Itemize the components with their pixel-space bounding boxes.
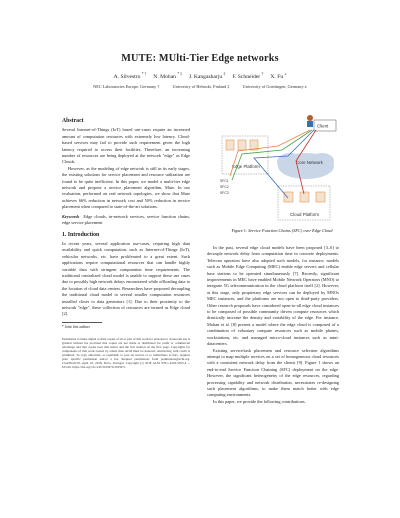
sfc-label-1: SFC1 xyxy=(220,179,229,183)
keywords-label: Keywords xyxy=(62,213,80,219)
left-column xyxy=(62,118,190,369)
right-column xyxy=(207,245,339,405)
caption-text: Service Function Chains (SFC) over Edge Cloud xyxy=(248,228,333,233)
paper-title: MUTE: MUlti-Tier Edge networks xyxy=(121,53,279,64)
affiliation-2: University of Helsinki, Finland ‡ xyxy=(172,84,230,89)
affiliations xyxy=(0,84,400,90)
author-1: A. Silvestro * † xyxy=(113,72,147,80)
right-paragraph-3: In this paper, we provide the following contributions. xyxy=(213,398,306,404)
client-label: Client xyxy=(317,123,329,129)
edge-platform-label: Edge Platform xyxy=(232,164,260,169)
cloud-platform-label: Cloud Platform xyxy=(290,212,320,217)
server-icon xyxy=(300,192,309,202)
affiliation-3: University of Goettingen, Germany ⁎ xyxy=(242,84,307,89)
server-icon xyxy=(284,192,293,202)
author-2: N. Mohan * ‡ xyxy=(153,72,182,80)
abstract-paragraph-1: Several Internet-of-Things (IoT) based use-cases require an increased amount of computation resources with extremely low latency. Cloud-based services may fail to provide such requirement given the high latency required to access their facilities. Therefore, an increasing number of resources are being deployed at the network "edge" as Edge Clouds. xyxy=(62,127,190,165)
right-paragraph-2: Existing service/task placement and resource selection algorithms attempt to map multiple services on a set of homogeneous cloud resources with a consistent network delay from the clients [9]. Figure 1 shows an end-to-end Service Function Chaining (SFC) deployment on the edge. However, the significant heterogeneity of the edge resources, regarding processing capability and network distribution, necessitates re-designing such placement algorithms, to make them match better with edge computing environments. xyxy=(207,347,339,398)
author-list xyxy=(0,72,400,80)
caption-prefix: Figure 1: xyxy=(231,228,248,233)
copyright-block: Permission to make digital or hard copies of all or part of this work for personal or classroom use is granted without fee provided that copies are not made or distributed for profit or commercial advantage and that copies bear this notice and the full citation on the first page. Copyrights for components of this work owned by others than ACM must be honored. Abstracting with credit is permitted. To copy otherwise, or republish, to post on servers or to redistribute to lists, requires prior specific permission and/or a fee. Request permissions from permissions@acm.org. CloudTech'18, April 23, 2018, Porto, Portugal. Copyright (c) 2018 ACM 978-1-4503-5655-4 ... $15.00. https://doi.org/10.1145/3195970.3195971 xyxy=(62,336,190,369)
cloud-platform xyxy=(278,186,330,220)
keywords-text: Edge clouds, in-network services, service function chains, edge service placement xyxy=(62,213,190,226)
keywords xyxy=(62,214,190,227)
abstract-paragraph-2: However, as the modeling of edge network is still in its early stages, the existing solutions for service placement and resource utilization are found to be quite inefficient. In this paper, we model a multi-tier edge network and propose a service placement algorithm, Mute. In our evaluation, performed on real network topologies, we show that Mute achieves 66% reduction in network cost and 50% reduction in service placement when compared to state-of-the-art solutions. xyxy=(62,165,190,210)
figure-1-caption xyxy=(207,228,357,233)
footnote: * Joint first authors xyxy=(62,324,90,329)
author-5: X. Fu ⁎ xyxy=(270,72,287,80)
intro-paragraph-1: In recent years, several application use-cases, requiring high data availability and quick computation, such as Internet-of-Things (IoT), vehicular networks, etc. have proliferated to a great extent. Such applications require computational resources that can handle highly variable data with stringent computation time requirements. The traditional centralized cloud model is unable to support these use cases due to possibly high network delays encountered while offloading data to the location of cloud data centers. Researchers have proposed decoupling the traditional cloud model to several smaller computation resources installed closer to data generators [1]. Due to their proximity to the network "edge", these collection of resources are termed as Edge cloud [2]. xyxy=(62,240,190,317)
author-4: F. Schneider † xyxy=(232,72,264,80)
server-icon xyxy=(238,140,246,150)
right-paragraph-1: In the past, several edge cloud models have been proposed [3–6] to decouple network delay from computation time in concrete deployments. Telecom operators have also adopted such models, for instance, models such as Mobile Edge Computing (MEC) enable edge servers and cellular base stations to be operated simultaneously [7]. Recently, significant improvements in MEC have enabled Mobile Network Operators (MNO) to integrate 5G telecommunication in the cloud platform itself [2]. However, at this stage, only proprietary edge services can be deployed by MNOs MEC instances, and the platforms are not open to third-party providers. Other research proposals have considered open-to-all edge cloud instances to be composed of possible community driven compute resources which drastically increase the density and variability of the edge. For instance, Mohan et al. [8] present a model where the edge cloud is composed of a combination of voluntary compute resources such as mobile phones, workstations, etc. and managed micro-cloud instances such as mini-datacenters. xyxy=(207,245,339,347)
figure-1-diagram xyxy=(218,106,354,226)
edge-platform xyxy=(222,136,268,174)
sfc-label-2: SFC2 xyxy=(220,185,229,189)
server-icon xyxy=(226,140,234,150)
server-icon xyxy=(316,192,325,202)
affiliation-1: NEC Laboratories Europe, Germany † xyxy=(93,84,160,89)
core-network-label: Core Network xyxy=(296,160,323,165)
author-3: J. Kangasharju ‡ xyxy=(188,72,226,80)
core-network-cloud xyxy=(277,153,334,179)
client-node xyxy=(307,115,336,131)
footnote-divider xyxy=(62,322,102,323)
intro-heading: 1. Introduction xyxy=(62,231,100,238)
sfc-label-3: SFC3 xyxy=(220,191,229,195)
abstract-heading: Abstract xyxy=(62,118,84,124)
user-icon xyxy=(307,115,313,121)
